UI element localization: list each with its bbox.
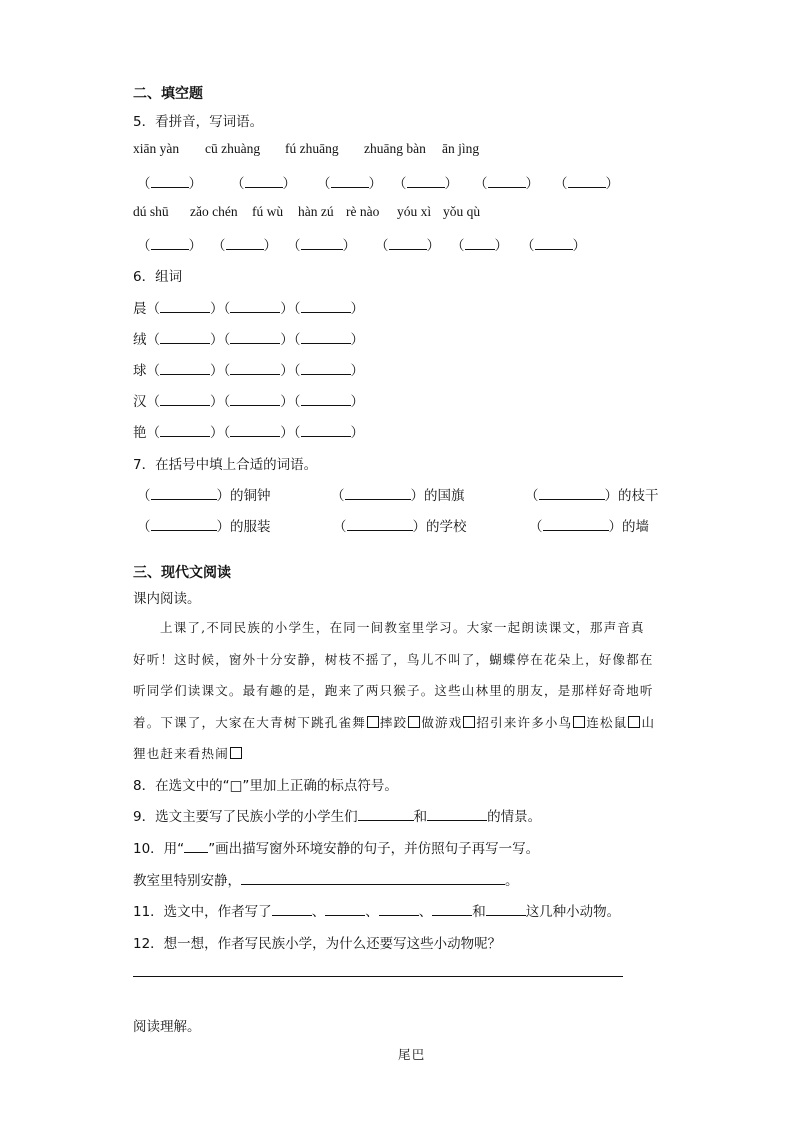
pinyin-fu-zhuang: fú zhuāng: [285, 141, 339, 156]
word-group-row: [133, 297, 364, 317]
fill-phrase-item[interactable]: （ ）的国旗: [331, 488, 465, 504]
answer-blank[interactable]: [325, 903, 365, 916]
answer-blank[interactable]: （ ）: [474, 176, 539, 192]
punctuation-box[interactable]: [463, 716, 475, 728]
punctuation-box[interactable]: [367, 716, 379, 728]
base-character: 艳: [133, 425, 147, 441]
answer-blank[interactable]: （ ）: [146, 301, 224, 317]
pinyin-du-shu: dú shū: [133, 204, 169, 219]
answer-blank[interactable]: （ ）: [393, 176, 458, 192]
punctuation-box[interactable]: [230, 747, 242, 759]
answer-blank[interactable]: [379, 903, 419, 916]
pinyin-fu-wu: fú wù: [252, 204, 284, 219]
answer-blank[interactable]: （ ）: [554, 176, 619, 192]
base-character: 绒: [133, 332, 147, 348]
question-8: 8．在选文中的“□”里加上正确的标点符号。: [133, 778, 398, 794]
question-10-answer: 教室里特别安静， 。: [133, 873, 519, 889]
answer-blank[interactable]: （ ）: [146, 332, 224, 348]
punctuation-box[interactable]: [628, 716, 640, 728]
pinyin-re-nao: rè nào: [346, 204, 380, 219]
pinyin-you-qu: yǒu qù: [443, 204, 481, 219]
answer-blank[interactable]: （ ）: [293, 394, 364, 410]
answer-blank[interactable]: [427, 808, 487, 821]
answer-blank[interactable]: （ ）: [293, 425, 364, 441]
answer-blank[interactable]: （ ）: [451, 238, 508, 254]
answer-blank[interactable]: （ ）: [293, 332, 364, 348]
answer-blank[interactable]: [358, 808, 414, 821]
answer-blank[interactable]: [432, 903, 472, 916]
pinyin-cu-zhuang: cū zhuàng: [205, 141, 261, 156]
question-10: 10．用“ ”画出描写窗外环境安静的句子，并仿照句子再写一写。: [133, 841, 540, 857]
pinyin-xian-yan: xiān yàn: [133, 141, 180, 156]
punctuation-box[interactable]: [573, 716, 585, 728]
fill-phrase-item[interactable]: （ ）的铜钟: [137, 488, 271, 504]
pinyin-han-zu: hàn zú: [298, 204, 334, 219]
answer-line[interactable]: [133, 976, 623, 977]
answer-blank[interactable]: （ ）: [223, 332, 294, 348]
answer-blank[interactable]: （ ）: [212, 238, 277, 254]
punctuation-box[interactable]: [408, 716, 420, 728]
reading-intro: 课内阅读。: [133, 591, 201, 607]
answer-blank[interactable]: （ ）: [137, 238, 202, 254]
word-group-row: [133, 328, 364, 348]
answer-blank[interactable]: （ ）: [223, 363, 294, 379]
reading-2-intro: 阅读理解。: [133, 1019, 201, 1035]
section-three-title: 三、现代文阅读: [133, 565, 231, 581]
passage-line: 狸也赶来看热闹: [133, 744, 243, 762]
answer-blank[interactable]: [241, 872, 505, 885]
underline-sample: [184, 840, 208, 853]
answer-blank[interactable]: （ ）: [223, 394, 294, 410]
answer-blank[interactable]: （ ）: [521, 238, 586, 254]
question-7-prompt: 7．在括号中填上合适的词语。: [133, 457, 318, 473]
answer-blank[interactable]: （ ）: [223, 301, 294, 317]
answer-blank[interactable]: （ ）: [287, 238, 356, 254]
article-title: 尾巴: [398, 1047, 426, 1062]
base-character: 晨: [133, 301, 147, 317]
pinyin-an-jing: ān jìng: [442, 141, 480, 156]
answer-blank[interactable]: [272, 903, 312, 916]
answer-blank[interactable]: （ ）: [223, 425, 294, 441]
word-group-row: [133, 421, 364, 441]
pinyin-you-xi: yóu xì: [397, 204, 432, 219]
passage-line: 着。下课了，大家在大青树下跳孔雀舞 摔跤 做游戏 招引来许多小鸟 连松鼠 山: [133, 715, 656, 730]
passage-line: 上课了,不同民族的小学生，在同一间教室里学习。大家一起朗读课文，那声音真: [160, 620, 645, 635]
question-11: 11．选文中，作者写了 、 、 、 和 这几种小动物。: [133, 904, 621, 920]
pinyin-zao-chen: zǎo chén: [190, 204, 238, 219]
answer-blank[interactable]: （ ）: [317, 176, 382, 192]
base-character: 汉: [133, 394, 147, 410]
answer-blank[interactable]: （ ）: [375, 238, 440, 254]
section-two-title: 二、填空题: [133, 86, 203, 102]
answer-blank[interactable]: [486, 903, 526, 916]
answer-blank[interactable]: （ ）: [146, 425, 224, 441]
passage-line: 听同学们读课文。最有趣的是，跑来了两只猴子。这些山林里的朋友，是那样好奇地听: [133, 683, 654, 698]
answer-blank[interactable]: （ ）: [146, 363, 224, 379]
answer-blank[interactable]: （ ）: [293, 301, 364, 317]
word-group-row: [133, 359, 364, 379]
pinyin-zhuang-ban: zhuāng bàn: [364, 141, 426, 156]
base-character: 球: [133, 363, 147, 379]
question-9: 9．选文主要写了民族小学的小学生们 和 的情景。: [133, 809, 542, 825]
fill-phrase-item[interactable]: （ ）的墙: [529, 519, 649, 535]
passage-line: 好听！这时候，窗外十分安静，树枝不摇了，鸟儿不叫了，蝴蝶停在花朵上，好像都在: [133, 652, 654, 667]
question-5-prompt: 5．看拼音，写词语。: [133, 114, 264, 130]
answer-blank[interactable]: （ ）: [231, 176, 296, 192]
fill-phrase-item[interactable]: （ ）的枝干: [525, 488, 659, 504]
answer-blank[interactable]: （ ）: [137, 176, 202, 192]
answer-blank[interactable]: （ ）: [293, 363, 364, 379]
answer-blank[interactable]: （ ）: [146, 394, 224, 410]
fill-phrase-item[interactable]: （ ）的学校: [333, 519, 467, 535]
fill-phrase-item[interactable]: （ ）的服装: [137, 519, 271, 535]
question-6-prompt: 6．组词: [133, 269, 183, 285]
word-group-row: [133, 390, 364, 410]
question-12: 12．想一想，作者写民族小学，为什么还要写这些小动物呢？: [133, 936, 502, 952]
